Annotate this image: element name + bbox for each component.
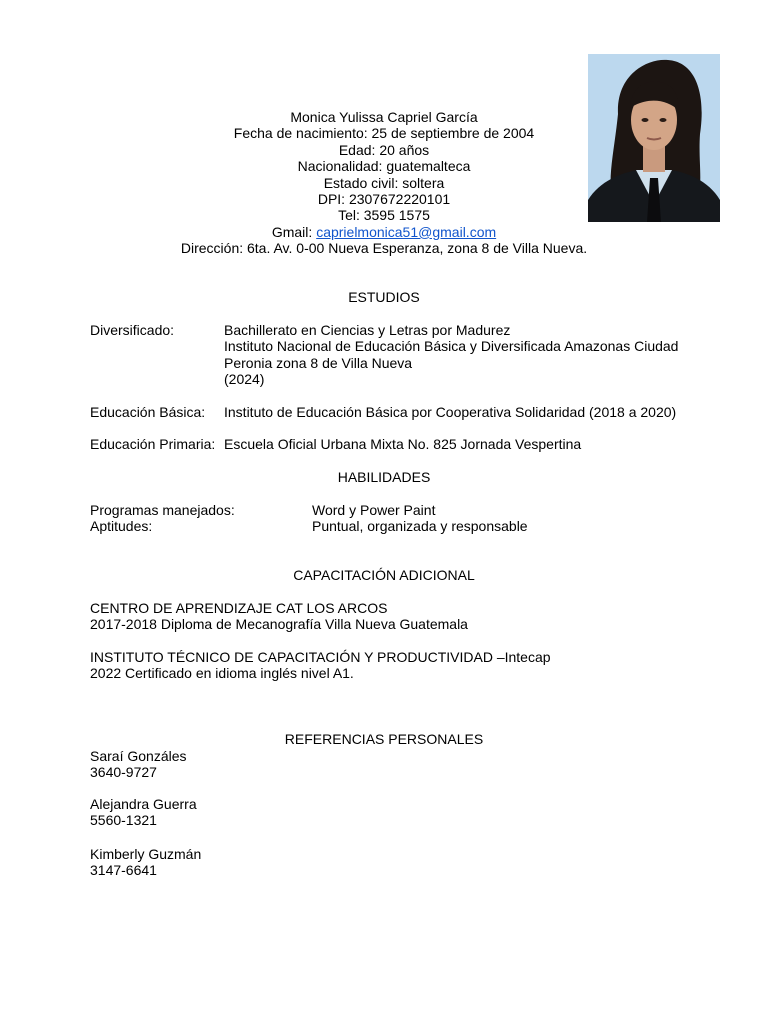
primaria-label: Educación Primaria:	[90, 436, 216, 452]
basica-label: Educación Básica:	[90, 404, 206, 420]
studies-basica	[90, 404, 684, 420]
training-detail: 2022 Certificado en idioma inglés nivel A1.	[90, 665, 354, 682]
programs-value: Word y Power Paint	[312, 502, 436, 518]
diversificado-line: Peronia zona 8 de Villa Nueva	[224, 354, 413, 371]
programs-label: Programas manejados:	[90, 502, 235, 518]
reference-phone: 3640-9727	[90, 764, 157, 781]
gmail-label: Gmail:	[271, 223, 317, 240]
reference-phone: 3147-6641	[90, 862, 157, 879]
reference-name: Alejandra Guerra	[90, 796, 197, 812]
address: Dirección: 6ta. Av. 0-00 Nueva Esperanza, zona 8 de Villa Nueva.	[180, 240, 588, 257]
civil-status: Estado civil: soltera	[323, 174, 445, 191]
training-intecap	[90, 649, 551, 682]
reference-name: Saraí Gonzáles	[90, 748, 187, 764]
skills-list	[90, 502, 528, 535]
training-institution: CENTRO DE APRENDIZAJE CAT LOS ARCOS	[90, 600, 388, 616]
telephone: Tel: 3595 1575	[338, 207, 430, 224]
reference-item	[90, 748, 187, 781]
primaria-value: Escuela Oficial Urbana Mixta No. 825 Jornada Vespertina	[224, 436, 582, 452]
nationality: Nacionalidad: guatemalteca	[297, 158, 471, 175]
personal-info	[0, 109, 768, 257]
email-link[interactable]: caprielmonica51@gmail.com	[316, 223, 497, 240]
aptitudes-label: Aptitudes:	[90, 518, 153, 535]
training-title: CAPACITACIÓN ADICIONAL	[293, 567, 475, 583]
studies-title: ESTUDIOS	[348, 289, 420, 305]
diversificado-value	[224, 322, 684, 388]
training-institution: INSTITUTO TÉCNICO DE CAPACITACIÓN Y PRODUCTIVIDAD –Intecap	[90, 649, 551, 665]
reference-phone: 5560-1321	[90, 812, 157, 829]
studies-diversificado	[90, 322, 684, 388]
diversificado-line: Instituto Nacional de Educación Básica y Diversificada Amazonas Ciudad	[224, 338, 679, 355]
skills-title: HABILIDADES	[337, 469, 431, 485]
diversificado-line: (2024)	[224, 371, 265, 388]
reference-item	[90, 796, 197, 829]
training-cat	[90, 600, 468, 633]
references-title: REFERENCIAS PERSONALES	[284, 731, 484, 747]
basica-value: Instituto de Educación Básica por Cooperativa Solidaridad (2018 a 2020)	[224, 404, 677, 420]
training-detail: 2017-2018 Diploma de Mecanografía Villa Nueva Guatemala	[90, 616, 468, 633]
birth-date: Fecha de nacimiento: 25 de septiembre de 2004	[233, 125, 535, 142]
full-name: Monica Yulissa Capriel García	[290, 109, 478, 125]
diversificado-label: Diversificado:	[90, 322, 175, 338]
gmail-line	[0, 224, 768, 240]
dpi: DPI: 2307672220101	[317, 190, 451, 207]
diversificado-line: Bachillerato en Ciencias y Letras por Madurez	[224, 322, 511, 338]
studies-primaria	[90, 436, 684, 452]
age: Edad: 20 años	[338, 141, 430, 158]
reference-item	[90, 846, 201, 879]
aptitudes-value: Puntual, organizada y responsable	[312, 518, 528, 535]
reference-name: Kimberly Guzmán	[90, 846, 202, 862]
